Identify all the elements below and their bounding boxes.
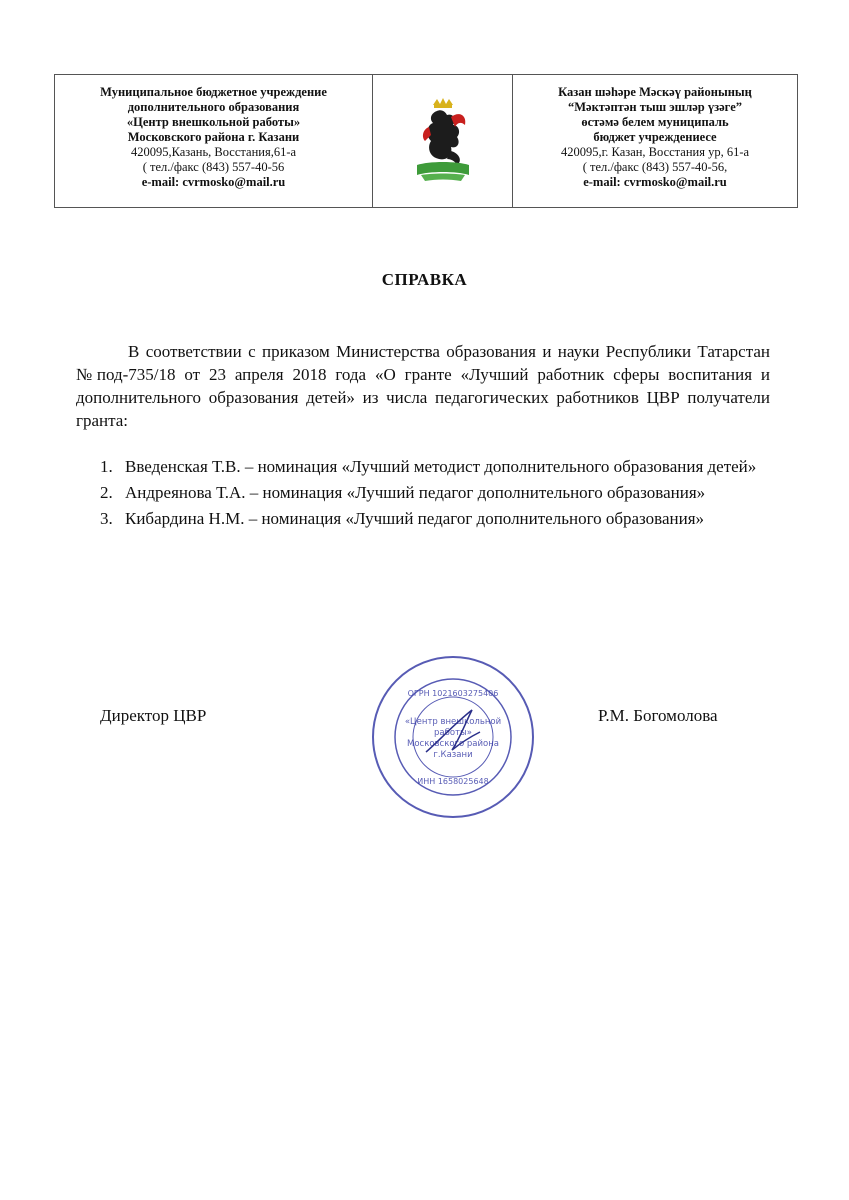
- signature-position: Директор ЦВР: [100, 706, 207, 725]
- org-phone: ( тел./факс (843) 557-40-56,: [582, 160, 728, 174]
- signature-name: Р.М. Богомолова: [598, 706, 718, 725]
- letterhead-russian: [55, 75, 373, 207]
- document-title: СПРАВКА: [381, 270, 468, 289]
- letterhead: [54, 74, 798, 208]
- stamp-center-line: работы»: [434, 728, 472, 738]
- stamp-center-line: «Центр внешкольной: [404, 717, 502, 727]
- stamp-center-line: г.Казани: [433, 750, 473, 760]
- list-item-text: Кибардина Н.М. – номинация «Лучший педагог дополнительного образования»: [125, 509, 705, 528]
- org-name-line: “Мәктәптән тыш эшләр үзәге”: [567, 100, 742, 114]
- org-phone: ( тел./факс (843) 557-40-56: [142, 160, 285, 174]
- org-email: e-mail: cvrmosko@mail.ru: [583, 175, 727, 189]
- org-address: 420095,г. Казан, Восстания ур, 61-а: [560, 145, 750, 159]
- list-item-number: 2.: [100, 483, 113, 502]
- list-item-text: Введенская Т.В. – номинация «Лучший методист дополнительного образования детей»: [125, 457, 757, 476]
- list-item-number: 1.: [100, 457, 113, 476]
- stamp-inn: ИНН 1658025648: [417, 777, 489, 786]
- list-item: [100, 482, 770, 504]
- list-item: [100, 456, 770, 478]
- list-item-text: Андреянова Т.А. – номинация «Лучший педагог дополнительного образования»: [125, 483, 706, 502]
- list-item-number: 3.: [100, 509, 113, 528]
- stamp-center-line: Московского района: [406, 739, 500, 749]
- stamp-ogrn: ОГРН 1021603275406: [407, 689, 499, 698]
- org-name-line: Муниципальное бюджетное учреждение: [100, 85, 327, 99]
- org-name-line: Московского района г. Казани: [127, 130, 300, 144]
- kazan-coat-of-arms-icon: [413, 95, 473, 187]
- org-name-line: «Центр внешкольной работы»: [126, 115, 301, 129]
- org-name-line: бюджет учреждениесе: [593, 130, 717, 144]
- recipients-list: [100, 456, 770, 534]
- list-item: [100, 508, 770, 530]
- letterhead-tatar: [513, 75, 797, 207]
- main-paragraph: В соответствии с приказом Министерства образования и науки Республики Татарстан №под-735/18 от 23 апреля 2018 года «О гранте «Лучший работник сферы воспитания и дополнительного образования детей» из числа педагогических работников ЦВР получатели гранта:: [76, 342, 770, 430]
- org-name-line: өстәмә белем муниципаль: [581, 115, 729, 129]
- org-name-line: Казан шәһәре Мәскәү районының: [558, 85, 752, 99]
- org-address: 420095,Казань, Восстания,61-а: [130, 145, 297, 159]
- letterhead-crest: [373, 75, 513, 207]
- org-name-line: дополнительного образования: [127, 100, 300, 114]
- org-email: e-mail: cvrmosko@mail.ru: [141, 175, 286, 189]
- official-stamp: [368, 652, 538, 822]
